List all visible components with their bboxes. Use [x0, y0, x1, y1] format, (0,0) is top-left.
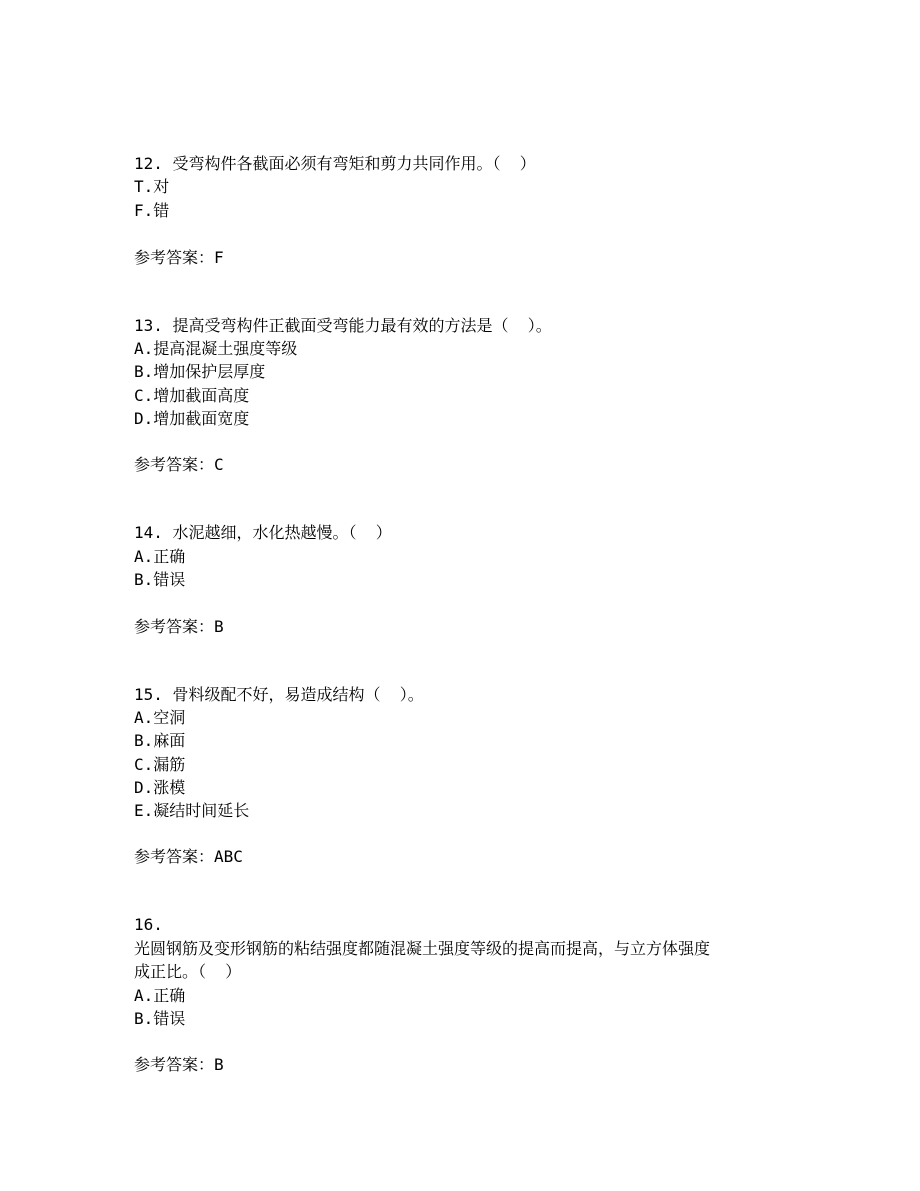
question-15-option-e: E.凝结时间延长 — [134, 801, 250, 820]
question-14-option-b: B.错误 — [134, 570, 186, 589]
question-15-answer: 参考答案：ABC — [134, 847, 243, 866]
question-13-answer: 参考答案：C — [134, 455, 224, 474]
question-13-option-a: A.提高混凝土强度等级 — [134, 339, 298, 358]
question-13-option-c: C.增加截面高度 — [134, 386, 250, 405]
question-13-option-d: D.增加截面宽度 — [134, 409, 250, 428]
question-14-title: 14. 水泥越细，水化热越慢。（ ） — [134, 523, 392, 542]
question-16-title-line-1: 光圆钢筋及变形钢筋的粘结强度都随混凝土强度等级的提高而提高，与立方体强度 — [134, 939, 711, 958]
question-12-title: 12. 受弯构件各截面必须有弯矩和剪力共同作用。（ ） — [134, 154, 536, 173]
question-15-option-d: D.涨模 — [134, 778, 186, 797]
question-16-number: 16. — [134, 915, 163, 934]
question-12-option-t: T.对 — [134, 177, 170, 196]
question-14-answer: 参考答案：B — [134, 617, 224, 636]
question-14-option-a: A.正确 — [134, 547, 186, 566]
question-15-option-b: B.麻面 — [134, 731, 186, 750]
question-16-answer: 参考答案：B — [134, 1055, 224, 1074]
question-15-title: 15. 骨料级配不好，易造成结构（ ）。 — [134, 685, 424, 704]
question-12-option-f: F.错 — [134, 201, 170, 220]
question-16-title-line-2: 成正比。（ ） — [134, 962, 242, 981]
question-15-option-c: C.漏筋 — [134, 755, 186, 774]
question-12-answer: 参考答案：F — [134, 248, 224, 267]
question-13-option-b: B.增加保护层厚度 — [134, 362, 266, 381]
question-16-option-b: B.错误 — [134, 1009, 186, 1028]
question-13-title: 13. 提高受弯构件正截面受弯能力最有效的方法是（ ）。 — [134, 316, 552, 335]
question-15-option-a: A.空洞 — [134, 708, 186, 727]
question-16-option-a: A.正确 — [134, 986, 186, 1005]
